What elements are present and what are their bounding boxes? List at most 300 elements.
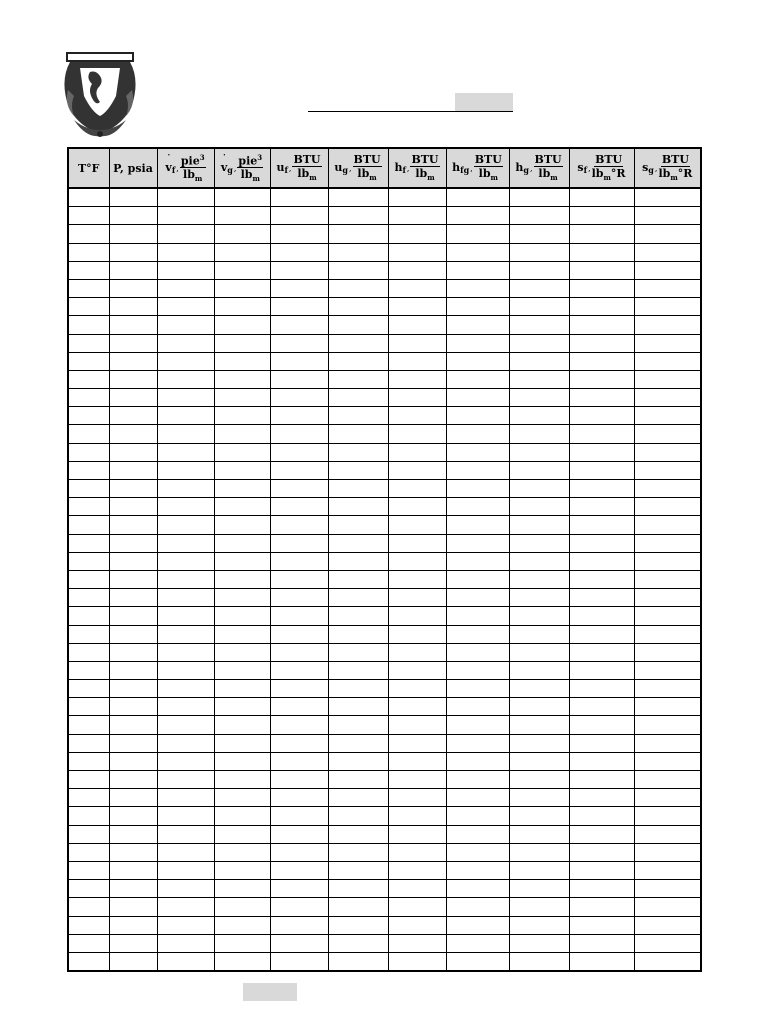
table-cell bbox=[569, 498, 634, 516]
header-denominator-subscript: m bbox=[369, 173, 377, 183]
table-cell bbox=[634, 243, 701, 261]
table-cell bbox=[569, 516, 634, 534]
header-comma: , bbox=[233, 163, 237, 173]
table-cell bbox=[328, 516, 388, 534]
table-cell bbox=[214, 698, 270, 716]
table-cell bbox=[446, 243, 509, 261]
table-cell bbox=[214, 789, 270, 807]
table-cell bbox=[214, 480, 270, 498]
header-denominator-text: lb bbox=[538, 167, 551, 181]
table-cell bbox=[214, 771, 270, 789]
table-cell bbox=[214, 370, 270, 388]
header-denominator bbox=[658, 167, 692, 181]
table-cell bbox=[214, 589, 270, 607]
table-cell bbox=[270, 625, 328, 643]
table-cell bbox=[109, 279, 157, 297]
table-cell bbox=[270, 443, 328, 461]
table-cell bbox=[446, 916, 509, 934]
table-cell bbox=[157, 607, 214, 625]
title-placeholder bbox=[455, 93, 513, 111]
table-cell bbox=[509, 680, 569, 698]
table-cell bbox=[157, 334, 214, 352]
table-cell bbox=[270, 607, 328, 625]
table-cell bbox=[569, 916, 634, 934]
table-cell bbox=[328, 771, 388, 789]
table-cell bbox=[634, 188, 701, 207]
header-numerator-text: BTU bbox=[411, 153, 439, 167]
table-cell bbox=[157, 225, 214, 243]
table-cell bbox=[157, 589, 214, 607]
table-row bbox=[68, 370, 701, 388]
table-row bbox=[68, 243, 701, 261]
table-cell bbox=[214, 570, 270, 588]
table-cell bbox=[68, 589, 109, 607]
table-cell bbox=[214, 425, 270, 443]
header-uf bbox=[270, 148, 328, 188]
table-cell bbox=[214, 916, 270, 934]
table-cell bbox=[388, 352, 446, 370]
table-cell bbox=[388, 880, 446, 898]
table-cell bbox=[270, 279, 328, 297]
header-symbol bbox=[165, 161, 175, 175]
table-cell bbox=[509, 552, 569, 570]
table-cell bbox=[328, 716, 388, 734]
table-cell bbox=[109, 316, 157, 334]
header-formula bbox=[165, 154, 205, 183]
table-cell bbox=[569, 716, 634, 734]
table-row bbox=[68, 498, 701, 516]
header-symbol bbox=[276, 161, 287, 175]
table-cell bbox=[109, 771, 157, 789]
header-symbol-letter: u bbox=[276, 161, 285, 174]
table-cell bbox=[388, 934, 446, 952]
table-cell bbox=[270, 261, 328, 279]
header-denominator bbox=[241, 168, 260, 182]
header-denominator bbox=[415, 167, 434, 181]
table-row bbox=[68, 843, 701, 861]
header-numerator bbox=[534, 154, 563, 167]
header-formula bbox=[276, 154, 321, 181]
table-cell bbox=[109, 407, 157, 425]
table-cell bbox=[634, 443, 701, 461]
table-row bbox=[68, 916, 701, 934]
table-cell bbox=[634, 680, 701, 698]
header-numerator bbox=[661, 154, 690, 167]
table-cell bbox=[569, 880, 634, 898]
table-cell bbox=[270, 425, 328, 443]
table-cell bbox=[446, 352, 509, 370]
table-cell bbox=[446, 461, 509, 479]
table-cell bbox=[109, 261, 157, 279]
table-cell bbox=[388, 916, 446, 934]
table-cell bbox=[214, 752, 270, 770]
table-cell bbox=[270, 370, 328, 388]
header-subscript: f bbox=[402, 165, 406, 175]
table-cell bbox=[214, 934, 270, 952]
table-cell bbox=[388, 861, 446, 879]
table-cell bbox=[270, 480, 328, 498]
table-cell bbox=[109, 916, 157, 934]
table-cell bbox=[634, 843, 701, 861]
table-cell bbox=[388, 661, 446, 679]
table-cell bbox=[109, 861, 157, 879]
table-cell bbox=[157, 625, 214, 643]
table-cell bbox=[509, 880, 569, 898]
table-cell bbox=[214, 261, 270, 279]
table-cell bbox=[270, 771, 328, 789]
header-subscript: g bbox=[523, 165, 529, 175]
table-cell bbox=[569, 480, 634, 498]
table-cell bbox=[157, 407, 214, 425]
table-cell bbox=[328, 225, 388, 243]
table-cell bbox=[270, 661, 328, 679]
table-cell bbox=[214, 243, 270, 261]
table-cell bbox=[68, 880, 109, 898]
table-cell bbox=[634, 880, 701, 898]
table-cell bbox=[68, 370, 109, 388]
table-cell bbox=[109, 734, 157, 752]
table-cell bbox=[509, 316, 569, 334]
table-cell bbox=[270, 843, 328, 861]
table-cell bbox=[634, 861, 701, 879]
header-superscript: 3 bbox=[257, 152, 263, 162]
header-formula bbox=[515, 154, 562, 181]
table-cell bbox=[388, 498, 446, 516]
table-cell bbox=[446, 279, 509, 297]
table-cell bbox=[328, 389, 388, 407]
header-numerator-text: BTU bbox=[293, 153, 321, 167]
header-numerator bbox=[594, 154, 623, 167]
table-cell bbox=[509, 607, 569, 625]
table-cell bbox=[634, 661, 701, 679]
table-cell bbox=[270, 716, 328, 734]
table-cell bbox=[388, 480, 446, 498]
table-cell bbox=[109, 752, 157, 770]
header-denominator-subscript: m bbox=[550, 173, 558, 183]
table-row bbox=[68, 389, 701, 407]
table-row bbox=[68, 461, 701, 479]
header-denominator-subscript: m bbox=[194, 174, 203, 184]
table-cell bbox=[214, 607, 270, 625]
header-denominator bbox=[479, 167, 498, 181]
header-fraction bbox=[353, 154, 382, 181]
table-cell bbox=[569, 279, 634, 297]
table-cell bbox=[328, 407, 388, 425]
table-cell bbox=[214, 952, 270, 971]
table-row bbox=[68, 752, 701, 770]
table-cell bbox=[109, 225, 157, 243]
table-cell bbox=[388, 698, 446, 716]
table-cell bbox=[509, 625, 569, 643]
table-cell bbox=[388, 716, 446, 734]
table-row bbox=[68, 334, 701, 352]
header-sg bbox=[634, 148, 701, 188]
header-formula bbox=[394, 154, 439, 181]
table-cell bbox=[388, 225, 446, 243]
table-cell bbox=[68, 407, 109, 425]
table-cell bbox=[569, 407, 634, 425]
table-cell bbox=[68, 425, 109, 443]
table-cell bbox=[509, 734, 569, 752]
header-numerator bbox=[180, 154, 206, 169]
header-comma: , bbox=[654, 163, 658, 173]
table-cell bbox=[446, 607, 509, 625]
header-comma: , bbox=[470, 163, 473, 173]
table-cell bbox=[446, 552, 509, 570]
table-cell bbox=[157, 880, 214, 898]
table-cell bbox=[446, 443, 509, 461]
table-cell bbox=[270, 461, 328, 479]
header-formula bbox=[642, 154, 692, 181]
table-cell bbox=[569, 898, 634, 916]
table-cell bbox=[634, 643, 701, 661]
table-cell bbox=[157, 861, 214, 879]
header-formula bbox=[577, 154, 625, 181]
table-cell bbox=[634, 534, 701, 552]
header-denominator-subscript: m bbox=[309, 173, 317, 183]
header-denominator bbox=[538, 167, 557, 181]
table-cell bbox=[446, 261, 509, 279]
table-cell bbox=[157, 243, 214, 261]
table-cell bbox=[270, 825, 328, 843]
table-cell bbox=[157, 843, 214, 861]
table-cell bbox=[446, 789, 509, 807]
table-cell bbox=[634, 461, 701, 479]
table-cell bbox=[446, 589, 509, 607]
header-denominator-text: lb bbox=[658, 167, 671, 181]
table-cell bbox=[68, 352, 109, 370]
table-cell bbox=[446, 898, 509, 916]
table-row bbox=[68, 825, 701, 843]
table-cell bbox=[446, 716, 509, 734]
header-fraction bbox=[658, 154, 692, 181]
table-cell bbox=[157, 352, 214, 370]
header-ug bbox=[328, 148, 388, 188]
header-fraction bbox=[474, 154, 503, 181]
table-cell bbox=[214, 861, 270, 879]
table-cell bbox=[270, 225, 328, 243]
table-cell bbox=[509, 480, 569, 498]
header-comma: , bbox=[288, 163, 292, 173]
table-cell bbox=[569, 952, 634, 971]
table-cell bbox=[509, 843, 569, 861]
table-cell bbox=[509, 461, 569, 479]
table-cell bbox=[634, 898, 701, 916]
table-cell bbox=[214, 334, 270, 352]
header-numerator-text: pie bbox=[238, 154, 258, 168]
header-comma: , bbox=[348, 163, 352, 173]
table-cell bbox=[270, 861, 328, 879]
table-cell bbox=[68, 734, 109, 752]
table-cell bbox=[446, 407, 509, 425]
table-cell bbox=[509, 407, 569, 425]
table-cell bbox=[569, 389, 634, 407]
table-cell bbox=[446, 952, 509, 971]
table-cell bbox=[328, 789, 388, 807]
table-cell bbox=[109, 188, 157, 207]
table-cell bbox=[68, 243, 109, 261]
table-cell bbox=[388, 952, 446, 971]
table-row bbox=[68, 279, 701, 297]
table-row bbox=[68, 298, 701, 316]
table-cell bbox=[569, 425, 634, 443]
table-cell bbox=[68, 225, 109, 243]
table-cell bbox=[109, 461, 157, 479]
table-cell bbox=[388, 898, 446, 916]
table-cell bbox=[328, 425, 388, 443]
header-pressure: P, psia bbox=[109, 148, 157, 188]
table-cell bbox=[634, 771, 701, 789]
table-cell bbox=[328, 661, 388, 679]
table-cell bbox=[270, 680, 328, 698]
table-cell bbox=[157, 425, 214, 443]
table-cell bbox=[328, 316, 388, 334]
header-numerator-text: BTU bbox=[474, 153, 502, 167]
table-row bbox=[68, 952, 701, 971]
table-cell bbox=[328, 898, 388, 916]
title-underline bbox=[308, 111, 513, 112]
table-cell bbox=[328, 370, 388, 388]
table-cell bbox=[109, 425, 157, 443]
header-denominator-text: lb bbox=[183, 168, 195, 182]
table-cell bbox=[68, 279, 109, 297]
table-cell bbox=[634, 570, 701, 588]
table-cell bbox=[569, 443, 634, 461]
table-cell bbox=[109, 552, 157, 570]
header-fraction bbox=[292, 154, 321, 181]
table-cell bbox=[446, 516, 509, 534]
table-cell bbox=[68, 298, 109, 316]
table-cell bbox=[109, 443, 157, 461]
table-cell bbox=[446, 534, 509, 552]
table-cell bbox=[270, 789, 328, 807]
header-fraction bbox=[592, 154, 626, 181]
table-cell bbox=[388, 516, 446, 534]
footer-placeholder bbox=[243, 983, 297, 1001]
table-cell bbox=[157, 370, 214, 388]
table-cell bbox=[388, 188, 446, 207]
table-cell bbox=[388, 243, 446, 261]
table-cell bbox=[569, 589, 634, 607]
table-row bbox=[68, 680, 701, 698]
table-cell bbox=[446, 698, 509, 716]
header-comma: , bbox=[588, 163, 591, 173]
table-cell bbox=[68, 934, 109, 952]
table-cell bbox=[328, 643, 388, 661]
table-cell bbox=[109, 716, 157, 734]
table-cell bbox=[569, 807, 634, 825]
table-cell bbox=[634, 261, 701, 279]
table-row bbox=[68, 316, 701, 334]
table-cell bbox=[109, 607, 157, 625]
table-cell bbox=[446, 825, 509, 843]
table-cell bbox=[388, 316, 446, 334]
table-cell bbox=[509, 589, 569, 607]
table-cell bbox=[157, 734, 214, 752]
table-cell bbox=[509, 952, 569, 971]
table-cell bbox=[214, 443, 270, 461]
header-denominator bbox=[357, 167, 376, 181]
table-cell bbox=[157, 443, 214, 461]
table-cell bbox=[157, 661, 214, 679]
table-cell bbox=[328, 843, 388, 861]
table-cell bbox=[270, 807, 328, 825]
table-row bbox=[68, 407, 701, 425]
table-cell bbox=[109, 534, 157, 552]
table-cell bbox=[157, 570, 214, 588]
table-cell bbox=[569, 552, 634, 570]
table-cell bbox=[634, 789, 701, 807]
table-cell bbox=[270, 589, 328, 607]
table-cell bbox=[214, 498, 270, 516]
header-symbol bbox=[221, 161, 233, 175]
header-denominator-text: lb bbox=[297, 167, 310, 181]
steam-table bbox=[67, 147, 702, 972]
table-cell bbox=[388, 334, 446, 352]
table-cell bbox=[328, 607, 388, 625]
table-cell bbox=[446, 334, 509, 352]
table-cell bbox=[328, 461, 388, 479]
header-subscript: f bbox=[284, 165, 288, 175]
table-cell bbox=[68, 680, 109, 698]
table-cell bbox=[388, 807, 446, 825]
table-cell bbox=[157, 952, 214, 971]
table-cell bbox=[109, 825, 157, 843]
table-cell bbox=[634, 698, 701, 716]
table-cell bbox=[270, 334, 328, 352]
table-cell bbox=[509, 752, 569, 770]
table-cell bbox=[388, 370, 446, 388]
table-cell bbox=[270, 352, 328, 370]
table-cell bbox=[109, 898, 157, 916]
table-cell bbox=[157, 716, 214, 734]
table-cell bbox=[68, 643, 109, 661]
header-numerator bbox=[353, 154, 382, 167]
header-numerator bbox=[474, 154, 503, 167]
table-cell bbox=[68, 552, 109, 570]
header-symbol bbox=[334, 161, 348, 175]
table-cell bbox=[68, 825, 109, 843]
table-row bbox=[68, 807, 701, 825]
table-cell bbox=[634, 607, 701, 625]
table-cell bbox=[569, 789, 634, 807]
table-cell bbox=[157, 279, 214, 297]
table-header-row bbox=[68, 148, 701, 188]
table-cell bbox=[388, 407, 446, 425]
table-cell bbox=[634, 516, 701, 534]
table-cell bbox=[509, 661, 569, 679]
table-cell bbox=[388, 298, 446, 316]
table-cell bbox=[109, 370, 157, 388]
table-cell bbox=[214, 279, 270, 297]
header-subscript: f bbox=[171, 165, 176, 175]
table-cell bbox=[157, 480, 214, 498]
table-row bbox=[68, 552, 701, 570]
table-cell bbox=[68, 716, 109, 734]
header-temperature: T°F bbox=[68, 148, 109, 188]
header-numerator-text: BTU bbox=[353, 153, 381, 167]
table-cell bbox=[569, 661, 634, 679]
table-cell bbox=[569, 298, 634, 316]
header-denominator-subscript: m bbox=[252, 174, 260, 184]
table-cell bbox=[634, 625, 701, 643]
table-cell bbox=[388, 534, 446, 552]
table-cell bbox=[569, 461, 634, 479]
table-row bbox=[68, 534, 701, 552]
table-cell bbox=[388, 752, 446, 770]
table-cell bbox=[509, 352, 569, 370]
table-row bbox=[68, 589, 701, 607]
